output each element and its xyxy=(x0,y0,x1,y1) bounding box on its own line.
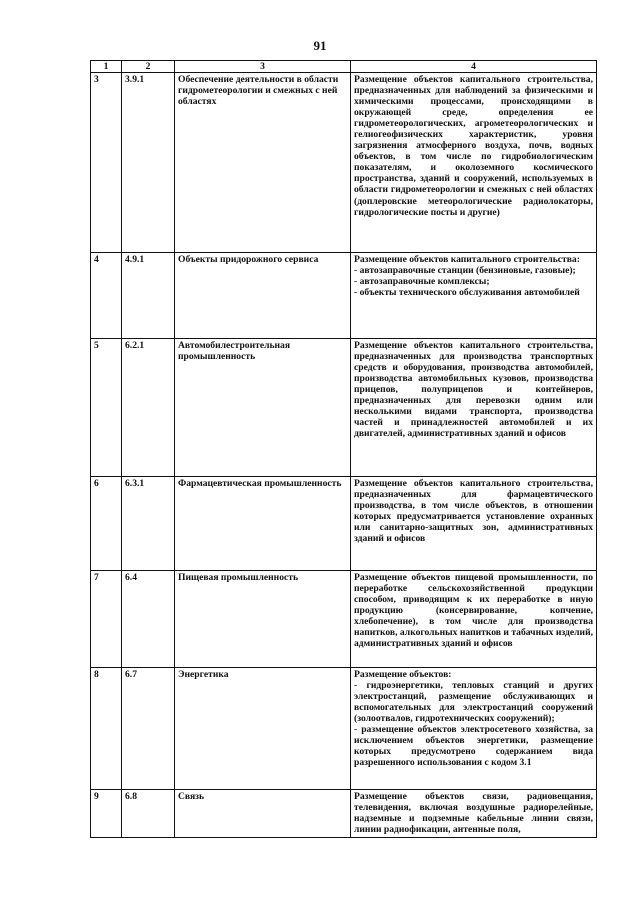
row-name: Энергетика xyxy=(175,668,351,790)
row-code: 6.8 xyxy=(122,790,175,838)
row-code: 6.3.1 xyxy=(122,477,175,571)
row-description: Размещение объектов капитального строительства: - автозаправочные станции (бензиновые, газовые); - автозаправочные комплексы; - объекты технического обслуживания автомобилей xyxy=(351,253,597,339)
table-row xyxy=(91,668,597,790)
row-name: Обеспечение деятельности в области гидрометеорологии и смежных с ней областях xyxy=(175,73,351,253)
row-number: 3 xyxy=(91,73,122,253)
row-name: Фармацевтическая промышленность xyxy=(175,477,351,571)
row-description: Размещение объектов капитального строительства, предназначенных для производства транспортных средств и оборудования, производства автомобилей, производства автомобильных кузовов, производства прицепов, полуприцепов и контейнеров, предназначенных для перевозки одним или несколькими видами транспорта, производства частей и принадлежностей автомобилей и их двигателей, административных зданий и офисов xyxy=(351,339,597,477)
table-row xyxy=(91,477,597,571)
row-name: Пищевая промышленность xyxy=(175,571,351,668)
row-description: Размещение объектов связи, радиовещания, телевидения, включая воздушные радиорелейные, надземные и подземные кабельные линии связи, линии радиофикации, антенные поля, xyxy=(351,790,597,838)
table-row xyxy=(91,73,597,253)
row-number: 6 xyxy=(91,477,122,571)
row-number: 8 xyxy=(91,668,122,790)
table-row xyxy=(91,571,597,668)
row-description: Размещение объектов: - гидроэнергетики, тепловых станций и других электростанций, размещение обслуживающих и вспомогательных для электростанций сооружений (золоотвалов, гидротехнических сооружений); - размещение объектов электросетевого хозяйства, за исключением объектов энергетики, размещение которых предусмотрено содержанием вида разрешенного использования с кодом 3.1 xyxy=(351,668,597,790)
row-number: 9 xyxy=(91,790,122,838)
table-row xyxy=(91,339,597,477)
row-code: 6.4 xyxy=(122,571,175,668)
row-code: 3.9.1 xyxy=(122,73,175,253)
column-header: 1 xyxy=(91,61,122,73)
row-description: Размещение объектов пищевой промышленности, по переработке сельскохозяйственной продукции способом, приводящим к их переработке в иную продукцию (консервирование, копчение, хлебопечение), в том числе для производства напитков, алкогольных напитков и табачных изделий, административных зданий и офисов xyxy=(351,571,597,668)
row-number: 4 xyxy=(91,253,122,339)
table-row xyxy=(91,790,597,838)
row-description: Размещение объектов капитального строительства, предназначенных для наблюдений за физическими и химическими процессами, происходящими в окружающей среде, определения ее гидрометеорологических, агрометеорологических и гелиогеофизических характеристик, уровня загрязнения атмосферного воздуха, почв, водных объектов, в том числе по гидробиологическим показателям, и околоземного космического пространства, зданий и сооружений, используемых в области гидрометеорологии и смежных с ней областях (доплеровские метеорологические радиолокаторы, гидрологические посты и другие) xyxy=(351,73,597,253)
column-header: 3 xyxy=(175,61,351,73)
column-header: 4 xyxy=(351,61,597,73)
row-code: 6.7 xyxy=(122,668,175,790)
land-use-table xyxy=(90,60,597,838)
table-header-row xyxy=(91,61,597,73)
row-code: 4.9.1 xyxy=(122,253,175,339)
row-number: 7 xyxy=(91,571,122,668)
table-row xyxy=(91,253,597,339)
row-name: Автомобилестроительная промышленность xyxy=(175,339,351,477)
column-header: 2 xyxy=(122,61,175,73)
row-number: 5 xyxy=(91,339,122,477)
page-number: 91 xyxy=(313,38,327,53)
row-code: 6.2.1 xyxy=(122,339,175,477)
row-name: Объекты придорожного сервиса xyxy=(175,253,351,339)
row-name: Связь xyxy=(175,790,351,838)
row-description: Размещение объектов капитального строительства, предназначенных для фармацевтического производства, в том числе объектов, в отношении которых предусматривается установление охранных или санитарно-защитных зон, административных зданий и офисов xyxy=(351,477,597,571)
